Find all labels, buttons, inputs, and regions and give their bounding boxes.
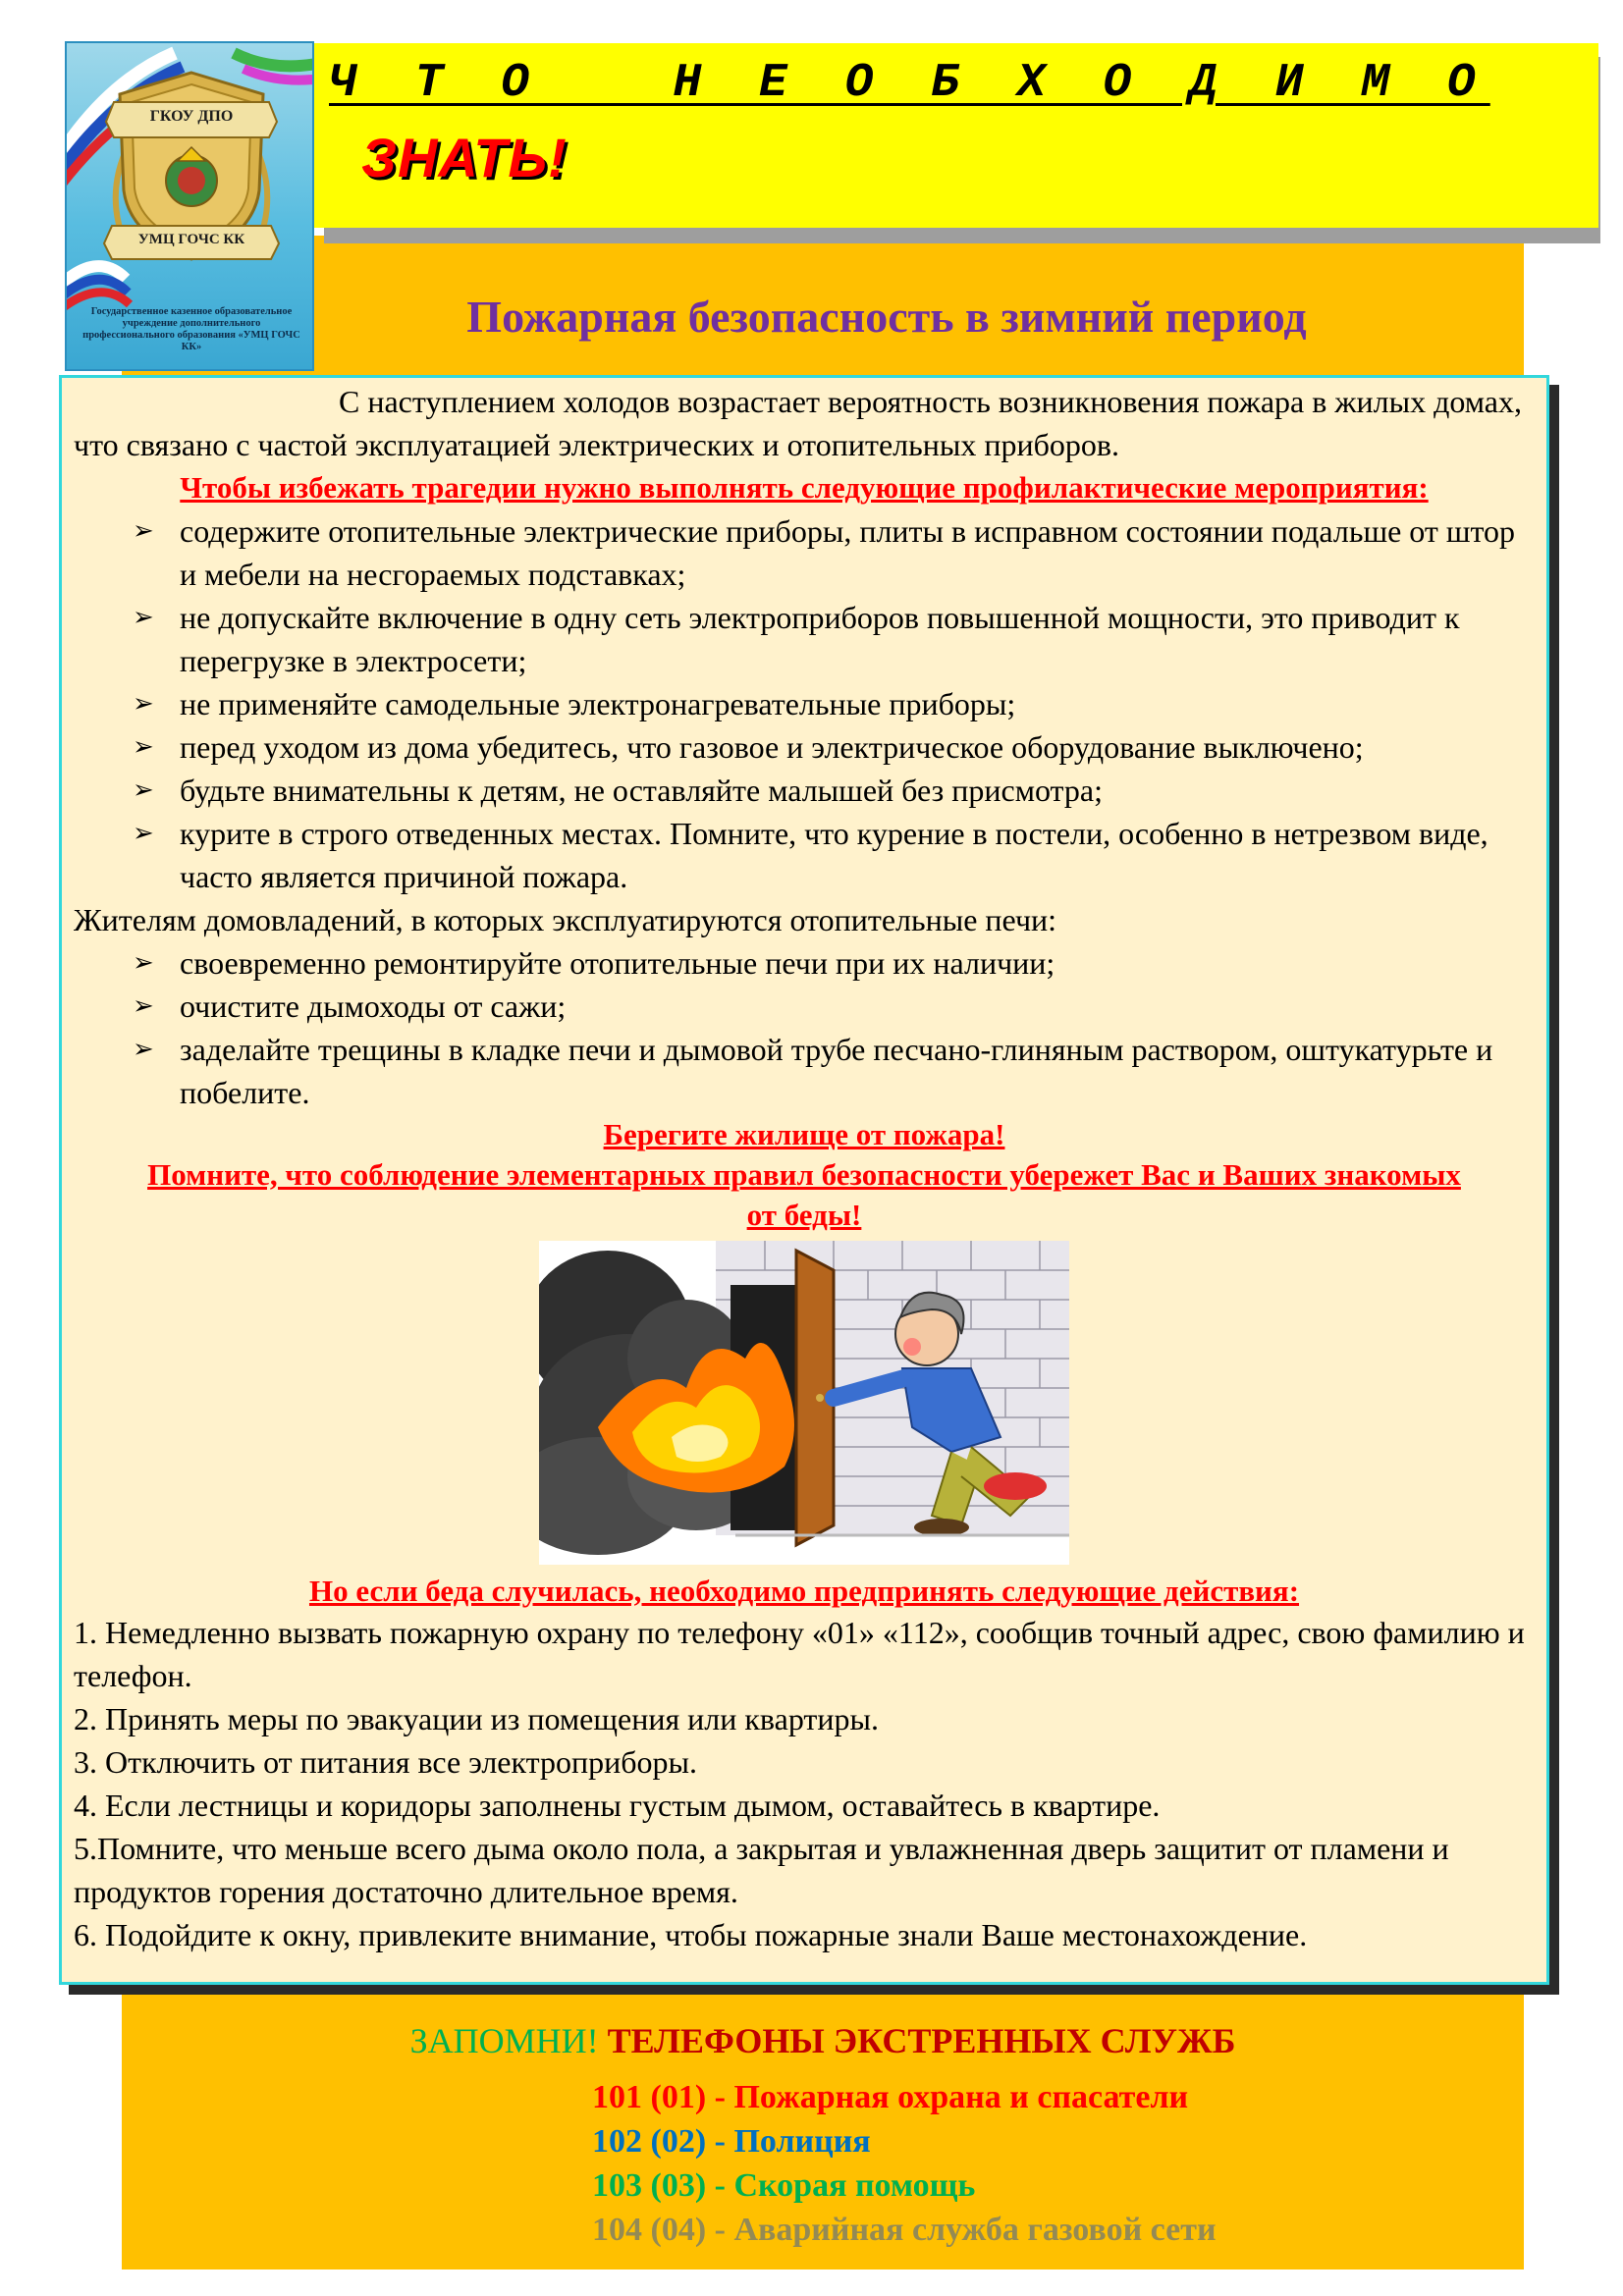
- content-box: [59, 375, 1549, 1985]
- list-item: ➢ курите в строго отведенных местах. Помните, что курение в постели, особенно в нетрезвом виде, часто является причиной пожара.: [133, 812, 1535, 898]
- page-title: Пожарная безопасность в зимний период: [466, 292, 1307, 342]
- list-item: ➢ очистите дымоходы от сажи;: [133, 985, 1535, 1028]
- action-step: 2. Принять меры по эвакуации из помещения или квартиры.: [74, 1701, 879, 1736]
- arrow-bullet-icon: ➢: [133, 603, 154, 632]
- phone-fire: 101 (01) - Пожарная охрана и спасатели: [592, 2079, 1189, 2115]
- arrow-bullet-icon: ➢: [133, 991, 154, 1021]
- stoves-intro: Жителям домовладений, в которых эксплуатируются отопительные печи:: [74, 902, 1057, 937]
- arrow-bullet-icon: ➢: [133, 732, 154, 762]
- remember-label: ЗАПОМНИ!: [409, 2021, 599, 2060]
- fire-illustration: [539, 1241, 1069, 1565]
- intro-paragraph: С наступлением холодов возрастает вероятность возникновения пожара в жилых домах, что связано с частой эксплуатацией электрических и отопительных приборов.: [74, 384, 1522, 462]
- arrow-bullet-icon: ➢: [133, 689, 154, 719]
- arrow-bullet-icon: ➢: [133, 516, 154, 546]
- arrow-bullet-icon: ➢: [133, 948, 154, 978]
- phone-police: 102 (02) - Полиция: [592, 2123, 871, 2160]
- actions-heading: Но если беда случилась, необходимо предпринять следующие действия:: [308, 1574, 1300, 1608]
- emergency-phones-heading: [122, 2020, 1524, 2061]
- banner-subheading: ЗНАТЬ!: [361, 127, 568, 188]
- logo-caption: Государственное казенное образовательное учреждение дополнительного профессионального образования «УМЦ ГОЧС КК»: [82, 306, 300, 352]
- banner-heading: Ч Т О Н Е О Б Х О Д И М О: [329, 57, 1490, 110]
- prevention-list: [74, 509, 1535, 898]
- action-step: 6. Подойдите к окну, привлеките внимание, чтобы пожарные знали Ваше местонахождение.: [74, 1917, 1308, 1952]
- list-item: ➢ будьте внимательны к детям, не оставляйте малышей без присмотра;: [133, 769, 1535, 812]
- list-item: ➢ не допускайте включение в одну сеть электроприборов повышенной мощности, это приводит к перегрузке в электросети;: [133, 596, 1535, 682]
- list-item: ➢ перед уходом из дома убедитесь, что газовое и электрическое оборудование выключено;: [133, 725, 1535, 769]
- action-step: 1. Немедленно вызвать пожарную охрану по телефону «01» «112», сообщив точный адрес, свою фамилию и телефон.: [74, 1615, 1525, 1693]
- arrow-bullet-icon: ➢: [133, 775, 154, 805]
- list-item: ➢ содержите отопительные электрические приборы, плиты в исправном состоянии подальше от штор и мебели на несгораемых подставках;: [133, 509, 1535, 596]
- list-item: ➢ своевременно ремонтируйте отопительные печи при их наличии;: [133, 941, 1535, 985]
- stoves-list: [74, 941, 1535, 1114]
- prevention-heading: Чтобы избежать трагедии нужно выполнять следующие профилактические мероприятия:: [180, 470, 1429, 505]
- warning-protect-home: Берегите жилище от пожара!: [603, 1117, 1005, 1151]
- action-step: 5.Помните, что меньше всего дыма около пола, а закрытая и увлажненная дверь защитит от пламени и продуктов горения достаточно длительное время.: [74, 1831, 1449, 1909]
- action-step: 3. Отключить от питания все электроприборы.: [74, 1744, 698, 1780]
- arrow-bullet-icon: ➢: [133, 1035, 154, 1064]
- logo-bottom-text: УМЦ ГОЧС КК: [137, 232, 245, 247]
- phone-gas: 104 (04) - Аварийная служба газовой сети: [592, 2212, 1217, 2248]
- warning-safety-rules: Помните, что соблюдение элементарных правил безопасности убережет Вас и Ваших знакомых от беды!: [147, 1157, 1461, 1232]
- phones-title: ТЕЛЕФОНЫ ЭКСТРЕННЫХ СЛУЖБ: [607, 2021, 1236, 2060]
- list-item: ➢ не применяйте самодельные электронагревательные приборы;: [133, 682, 1535, 725]
- phone-ambulance: 103 (03) - Скорая помощь: [592, 2167, 976, 2204]
- arrow-bullet-icon: ➢: [133, 819, 154, 848]
- action-step: 4. Если лестницы и коридоры заполнены густым дымом, оставайтесь в квартире.: [74, 1788, 1161, 1823]
- logo-top-text: ГКОУ ДПО: [149, 108, 234, 125]
- actions-list: [74, 1611, 1535, 1956]
- list-item: ➢ заделайте трещины в кладке печи и дымовой трубе песчано-глиняным раствором, оштукатурьте и побелите.: [133, 1028, 1535, 1114]
